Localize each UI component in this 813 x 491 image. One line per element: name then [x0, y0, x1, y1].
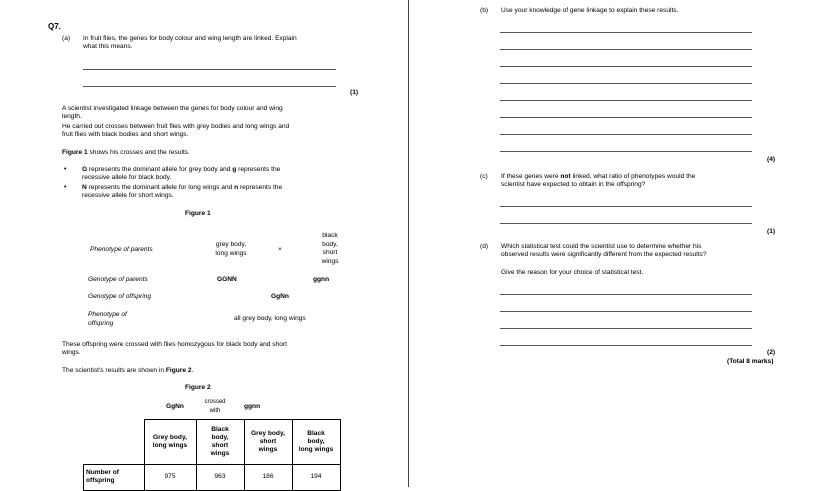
- phenotype-offspring-label-l2: offspring: [88, 319, 114, 327]
- figure2-reference: [62, 367, 193, 376]
- bullet-1-text-b: represents the: [236, 166, 281, 173]
- parent1-phenotype-l2: long wings: [215, 249, 247, 257]
- intro-p2-l1: He carried out crosses between fruit flies with grey bodies and long wings and: [62, 123, 290, 130]
- figure2-crossed-with: [199, 398, 231, 415]
- answer-line: [500, 32, 752, 33]
- parent2-phenotype-l4: wings: [321, 257, 339, 265]
- crossed-with-l1: crossed: [204, 399, 226, 405]
- genotype-offspring-label: Genotype of offspring: [88, 293, 152, 300]
- intro-p2-l2: fruit flies with black bodies and short wings.: [62, 131, 189, 138]
- header-1-l1: Grey body,: [153, 433, 187, 441]
- bullet-1-allele-g: g: [232, 166, 237, 173]
- phenotype-parents-label: Phenotype of parents: [90, 246, 153, 253]
- header-2-l1: Black: [211, 425, 229, 433]
- part-c-line1-a: If these genes were: [501, 173, 561, 180]
- part-c-marks: (1): [767, 228, 776, 235]
- answer-line: [83, 69, 336, 70]
- table-cell: 975: [144, 465, 196, 491]
- bullet-2-allele-n: n: [234, 184, 239, 191]
- figure2-cross-right: ggnn: [244, 403, 261, 410]
- header-3-l1: Grey body,: [251, 429, 285, 437]
- intro-p1-l1: A scientist investigated linkage between the genes for body colour and wing: [62, 105, 283, 112]
- header-2-l4: wings: [210, 450, 230, 458]
- figure1-title: Figure 1: [185, 210, 211, 217]
- row-label-l2: offspring: [86, 477, 115, 485]
- parent2-phenotype: [315, 232, 345, 266]
- bullet-2-text-b: represents the: [238, 184, 283, 191]
- phenotype-offspring-label: [88, 311, 127, 328]
- phenotype-offspring-label-l1: Phenotype of: [88, 311, 127, 318]
- table-header: [292, 420, 340, 465]
- part-d-line2: observed results were significantly different from the expected results?: [501, 251, 707, 258]
- table-cell: 186: [244, 465, 292, 491]
- answer-line: [500, 83, 752, 84]
- answer-line: [500, 66, 752, 67]
- part-a-marks: (1): [350, 89, 359, 96]
- part-a-line2: what this means.: [83, 43, 133, 50]
- figure2-ref-period: .: [191, 367, 194, 374]
- part-c-line2: scientist have expected to obtain in the offspring?: [501, 181, 646, 188]
- table-header: [144, 420, 196, 465]
- question-number: Q7.: [48, 22, 61, 31]
- answer-line: [500, 49, 752, 50]
- part-c-line1-b: linked, what ratio of phenotypes would the: [570, 173, 696, 180]
- header-3-l2: short: [259, 437, 277, 445]
- answer-line: [500, 117, 752, 118]
- part-d-label: (d): [480, 243, 489, 250]
- after-fig1-l2: wings.: [62, 349, 81, 356]
- part-a-line1: In fruit flies, the genes for body colour and wing length are linked. Explain: [83, 35, 297, 42]
- answer-line: [500, 311, 752, 312]
- part-d-line1: Which statistical test could the scientist use to determine whether his: [501, 243, 702, 250]
- part-c-not: not: [560, 173, 571, 180]
- table-header: [196, 420, 244, 465]
- row-label-l1: Number of: [86, 469, 119, 476]
- parent1-phenotype-l1: grey body,: [215, 241, 247, 248]
- figure1-reference: [62, 149, 190, 158]
- answer-line: [500, 151, 752, 152]
- answer-line: [500, 134, 752, 135]
- header-2-l3: short: [211, 442, 229, 449]
- total-marks: (Total 8 marks): [727, 358, 774, 365]
- table-header: [244, 420, 292, 465]
- answer-line: [500, 294, 752, 295]
- parent2-phenotype-l1: black: [322, 232, 338, 239]
- genotype-offspring: GgNn: [271, 293, 289, 300]
- header-4-l2: body,: [307, 437, 325, 445]
- table-cell: 194: [292, 465, 340, 491]
- header-4-l3: long wings: [298, 446, 334, 454]
- page-divider: [408, 0, 409, 487]
- parent2-phenotype-l2: body,: [322, 240, 338, 248]
- header-3-l3: wings: [258, 446, 278, 454]
- parent2-phenotype-l3: short: [322, 249, 338, 257]
- header-1-l2: long wings: [152, 442, 188, 449]
- answer-line: [500, 328, 752, 329]
- figure2-ref-text: The scientist's results are shown in: [62, 367, 166, 374]
- answer-line: [500, 345, 752, 346]
- part-a-label: (a): [62, 35, 71, 42]
- answer-line: [500, 100, 752, 101]
- answer-line: [500, 206, 752, 207]
- bullet-2-line2: recessive allele for short wings.: [82, 192, 174, 199]
- header-4-l1: Black: [307, 429, 325, 437]
- cross-symbol: ×: [278, 246, 282, 253]
- table-header-row: [84, 420, 341, 465]
- part-b-label: (b): [480, 7, 489, 14]
- figure2-ref-bold: Figure 2: [165, 367, 192, 374]
- phenotype-offspring: all grey body, long wings: [234, 315, 306, 322]
- bullet-2-text-a: represents the dominant allele for long wings and: [86, 184, 235, 191]
- header-2-l2: body,: [211, 433, 229, 441]
- figure1-ref-bold: Figure 1: [62, 149, 88, 156]
- genotype-parent2: ggnn: [313, 276, 330, 283]
- figure2-cross-left: GgNn: [166, 403, 184, 410]
- bullet-icon: •: [64, 184, 67, 191]
- intro-p1-l2: length.: [62, 113, 82, 120]
- crossed-with-l2: with: [209, 407, 221, 414]
- answer-line: [83, 86, 336, 87]
- bullet-icon: •: [64, 166, 67, 173]
- genotype-parent1: GGNN: [217, 276, 237, 283]
- bullet-1-line2: recessive allele for black body.: [82, 174, 172, 181]
- figure1-ref-text: shows his crosses and the results.: [87, 149, 190, 156]
- figure2-table: [83, 419, 341, 491]
- part-c-label: (c): [480, 173, 488, 180]
- part-d-line3: Give the reason for your choice of statistical test.: [501, 269, 644, 276]
- part-d-marks: (2): [767, 349, 776, 356]
- parent1-phenotype: [205, 241, 257, 258]
- bullet-1-allele-G: G: [82, 166, 88, 173]
- part-b-text: Use your knowledge of gene linkage to explain these results.: [501, 7, 679, 14]
- genotype-parents-label: Genotype of parents: [88, 276, 148, 283]
- table-corner: [84, 420, 145, 465]
- part-b-marks: (4): [767, 156, 776, 163]
- figure2-title: Figure 2: [185, 384, 211, 391]
- bullet-1-text-a: represents the dominant allele for grey body and: [87, 166, 233, 173]
- bullet-2-allele-N: N: [82, 184, 87, 191]
- table-cell: 963: [196, 465, 244, 491]
- after-fig1-l1: These offspring were crossed with flies homozygous for black body and short: [62, 341, 287, 348]
- answer-line: [500, 223, 752, 224]
